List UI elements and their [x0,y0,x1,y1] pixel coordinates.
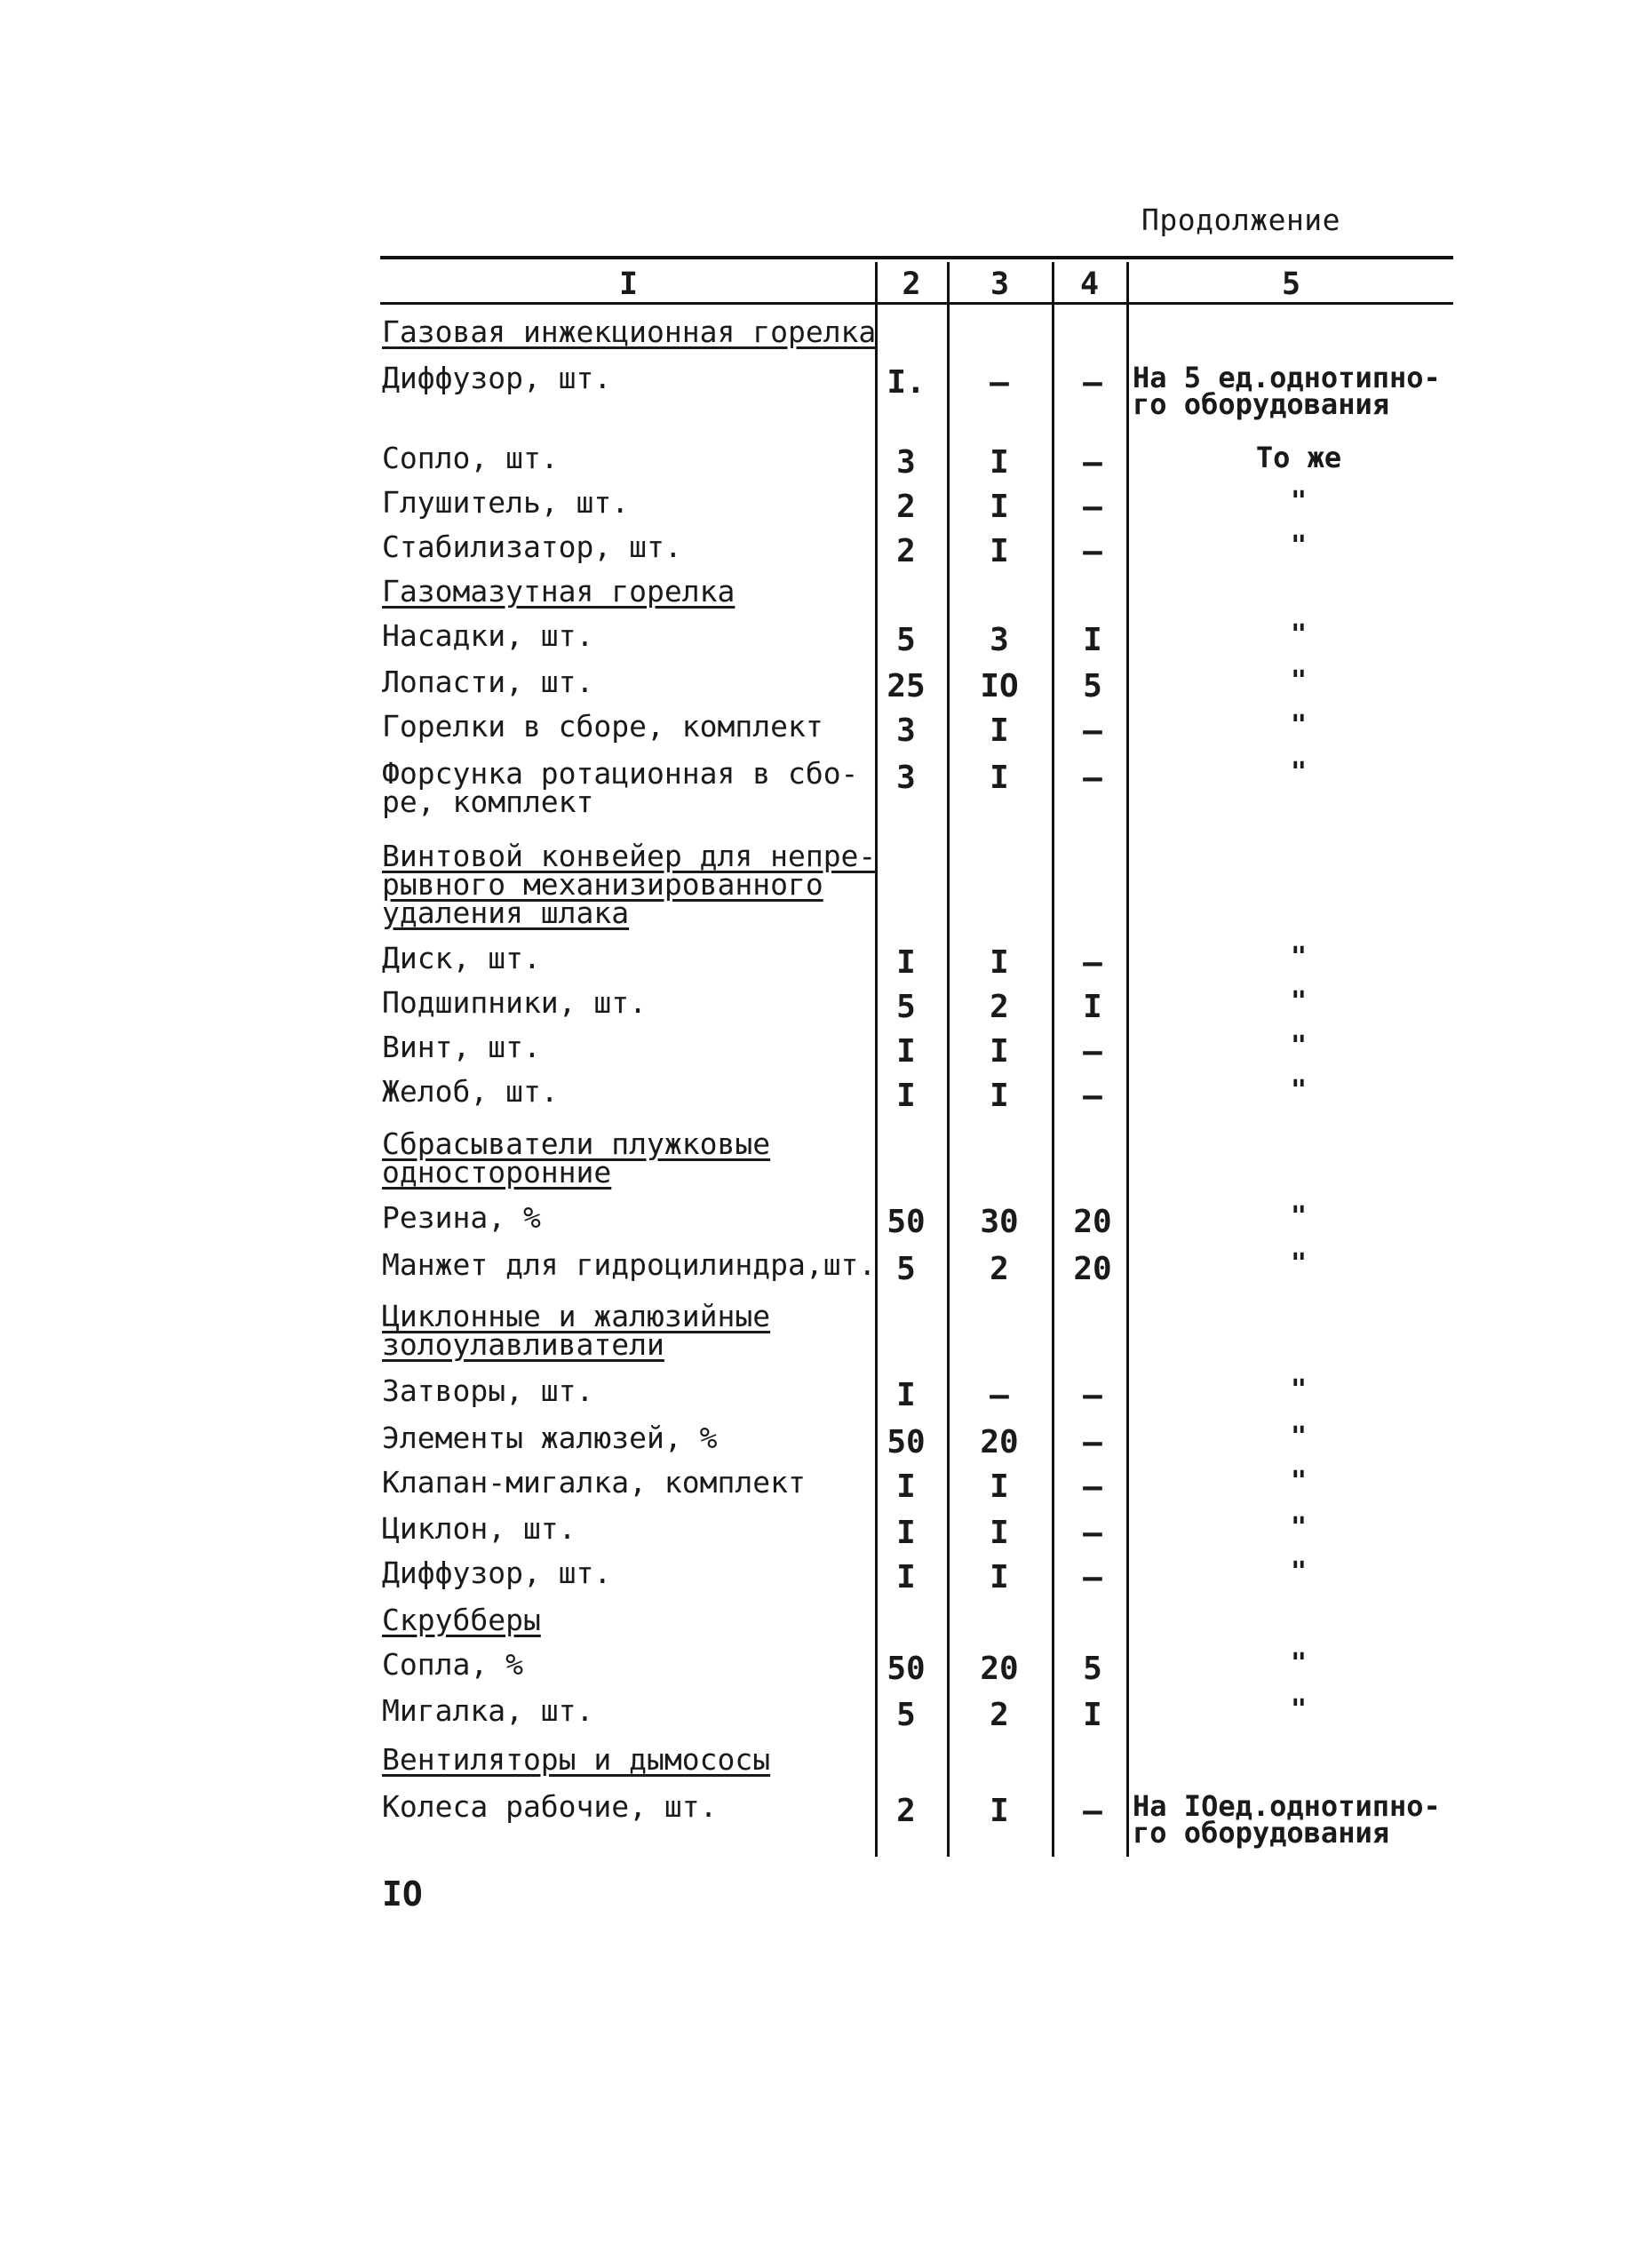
value-cell: – [990,364,1009,401]
note-cell: На 5 ед.однотипно- го оборудования [1133,361,1441,421]
column-header: 2 [902,267,921,302]
item-name: Диффузор, шт. [382,1556,612,1590]
section-title: Газовая инжекционная горелка [382,314,877,349]
value-cell: I [896,1033,916,1070]
value-cell: 50 [887,1424,926,1460]
item-name: Резина, % [382,1200,541,1235]
value-cell: – [1083,1559,1102,1596]
item-name: Насадки, шт. [382,618,594,653]
value-cell: – [1083,1078,1102,1114]
value-cell: – [1083,364,1102,401]
value-cell: – [1083,760,1102,796]
continuation-label: Продолжение [1141,203,1341,237]
item-name: Диффузор, шт. [382,361,612,395]
item-name: Элементы жалюзей, % [382,1420,718,1455]
value-cell: 25 [887,668,926,704]
item-name: Желоб, шт. [382,1074,559,1109]
item-name: Колеса рабочие, шт. [382,1789,718,1824]
value-cell: 20 [1073,1251,1112,1287]
item-name: Затворы, шт. [382,1373,594,1408]
value-cell: I [1083,1697,1102,1733]
value-cell: 5 [896,989,916,1025]
value-cell: I [990,444,1009,481]
note-cell: То же [1255,441,1342,474]
value-cell: I [1083,622,1102,658]
value-cell: 3 [896,444,916,481]
column-divider [947,262,950,1857]
item-name: Форсунка ротационная в сбо- ре, комплект [382,756,859,819]
value-cell: I [896,1078,916,1114]
item-name: Клапан-мигалка, комплект [382,1465,806,1500]
value-cell: 2 [990,989,1009,1025]
ditto-mark: " [1290,530,1308,561]
value-cell: – [1083,1793,1102,1829]
ditto-mark: " [1290,1512,1308,1543]
value-cell: 20 [980,1424,1019,1460]
value-cell: I [896,1468,916,1505]
value-cell: 3 [896,760,916,796]
value-cell: 50 [887,1204,926,1240]
value-cell: 2 [896,489,916,525]
ditto-mark: " [1290,1031,1308,1062]
ditto-mark: " [1290,710,1308,741]
value-cell: 5 [1083,668,1102,704]
ditto-mark: " [1290,1694,1308,1725]
value-cell: – [1083,1424,1102,1460]
value-cell: – [1083,489,1102,525]
item-name: Мигалка, шт. [382,1693,594,1728]
ditto-mark: " [1290,1201,1308,1232]
value-cell: 20 [1073,1204,1112,1240]
value-cell: 5 [896,1251,916,1287]
value-cell: 50 [887,1651,926,1687]
ditto-mark: " [1290,1248,1308,1279]
value-cell: – [1083,944,1102,981]
value-cell: – [1083,712,1102,749]
value-cell: I [990,1033,1009,1070]
value-cell: – [1083,444,1102,481]
value-cell: I [1083,989,1102,1025]
value-cell: 20 [980,1651,1019,1687]
value-cell: – [990,1377,1009,1413]
value-cell: I [990,1559,1009,1596]
value-cell: 3 [896,712,916,749]
column-header: 5 [1281,267,1301,302]
value-cell: 2 [896,533,916,569]
value-cell: 5 [896,1697,916,1733]
ditto-mark: " [1290,757,1308,788]
value-cell: I [896,1377,916,1413]
ditto-mark: " [1290,1648,1308,1679]
column-header: 4 [1079,267,1100,302]
value-cell: I [990,1078,1009,1114]
value-cell: I [990,533,1009,569]
value-cell: I [896,1559,916,1596]
item-name: Сопло, шт. [382,441,559,475]
value-cell: 5 [1083,1651,1102,1687]
value-cell: I [896,944,916,981]
value-cell: 2 [990,1251,1009,1287]
section-title: Газомазутная горелка [382,574,736,609]
value-cell: I. [887,364,926,401]
value-cell: I [990,489,1009,525]
value-cell: I [990,1515,1009,1551]
table-top-rule [380,256,1453,259]
ditto-mark: " [1290,665,1308,696]
value-cell: IO [980,668,1019,704]
value-cell: 3 [990,622,1009,658]
item-name: Циклон, шт. [382,1511,576,1546]
value-cell: I [990,760,1009,796]
value-cell: – [1083,533,1102,569]
ditto-mark: " [1290,486,1308,517]
item-name: Стабилизатор, шт. [382,529,682,564]
section-title: Скрубберы [382,1603,541,1637]
table-header-rule [380,302,1453,305]
item-name: Глушитель, шт. [382,485,630,520]
value-cell: I [990,712,1009,749]
value-cell: – [1083,1515,1102,1551]
value-cell: I [896,1515,916,1551]
value-cell: I [990,1468,1009,1505]
value-cell: – [1083,1377,1102,1413]
item-name: Диск, шт. [382,941,541,975]
item-name: Лопасти, шт. [382,664,594,699]
column-header: 3 [990,267,1010,302]
value-cell: – [1083,1033,1102,1070]
ditto-mark: " [1290,986,1308,1017]
value-cell: I [990,944,1009,981]
ditto-mark: " [1290,1075,1308,1106]
column-divider [1052,262,1054,1857]
item-name: Подшипники, шт. [382,985,648,1020]
section-title: Сбрасыватели плужковые односторонние [382,1126,771,1190]
ditto-mark: " [1290,942,1308,973]
value-cell: – [1083,1468,1102,1505]
value-cell: 2 [990,1697,1009,1733]
ditto-mark: " [1290,1556,1308,1588]
item-name: Манжет для гидроцилиндра,шт. [382,1247,877,1282]
item-name: Винт, шт. [382,1030,541,1064]
ditto-mark: " [1290,619,1308,650]
ditto-mark: " [1290,1466,1308,1497]
page-number: IO [382,1874,423,1914]
ditto-mark: " [1290,1421,1308,1452]
section-title: Циклонные и жалюзийные золоулавливатели [382,1299,771,1362]
item-name: Сопла, % [382,1647,523,1682]
ditto-mark: " [1290,1374,1308,1405]
value-cell: I [990,1793,1009,1829]
item-name: Горелки в сборе, комплект [382,709,823,744]
section-title: Винтовой конвейер для непре- рывного механизированного удаления шлака [382,839,877,930]
section-title: Вентиляторы и дымососы [382,1742,771,1777]
value-cell: 5 [896,622,916,658]
column-header: I [618,267,639,302]
note-cell: На IOед.однотипно- го оборудования [1133,1789,1441,1850]
value-cell: 30 [980,1204,1019,1240]
value-cell: 2 [896,1793,916,1829]
